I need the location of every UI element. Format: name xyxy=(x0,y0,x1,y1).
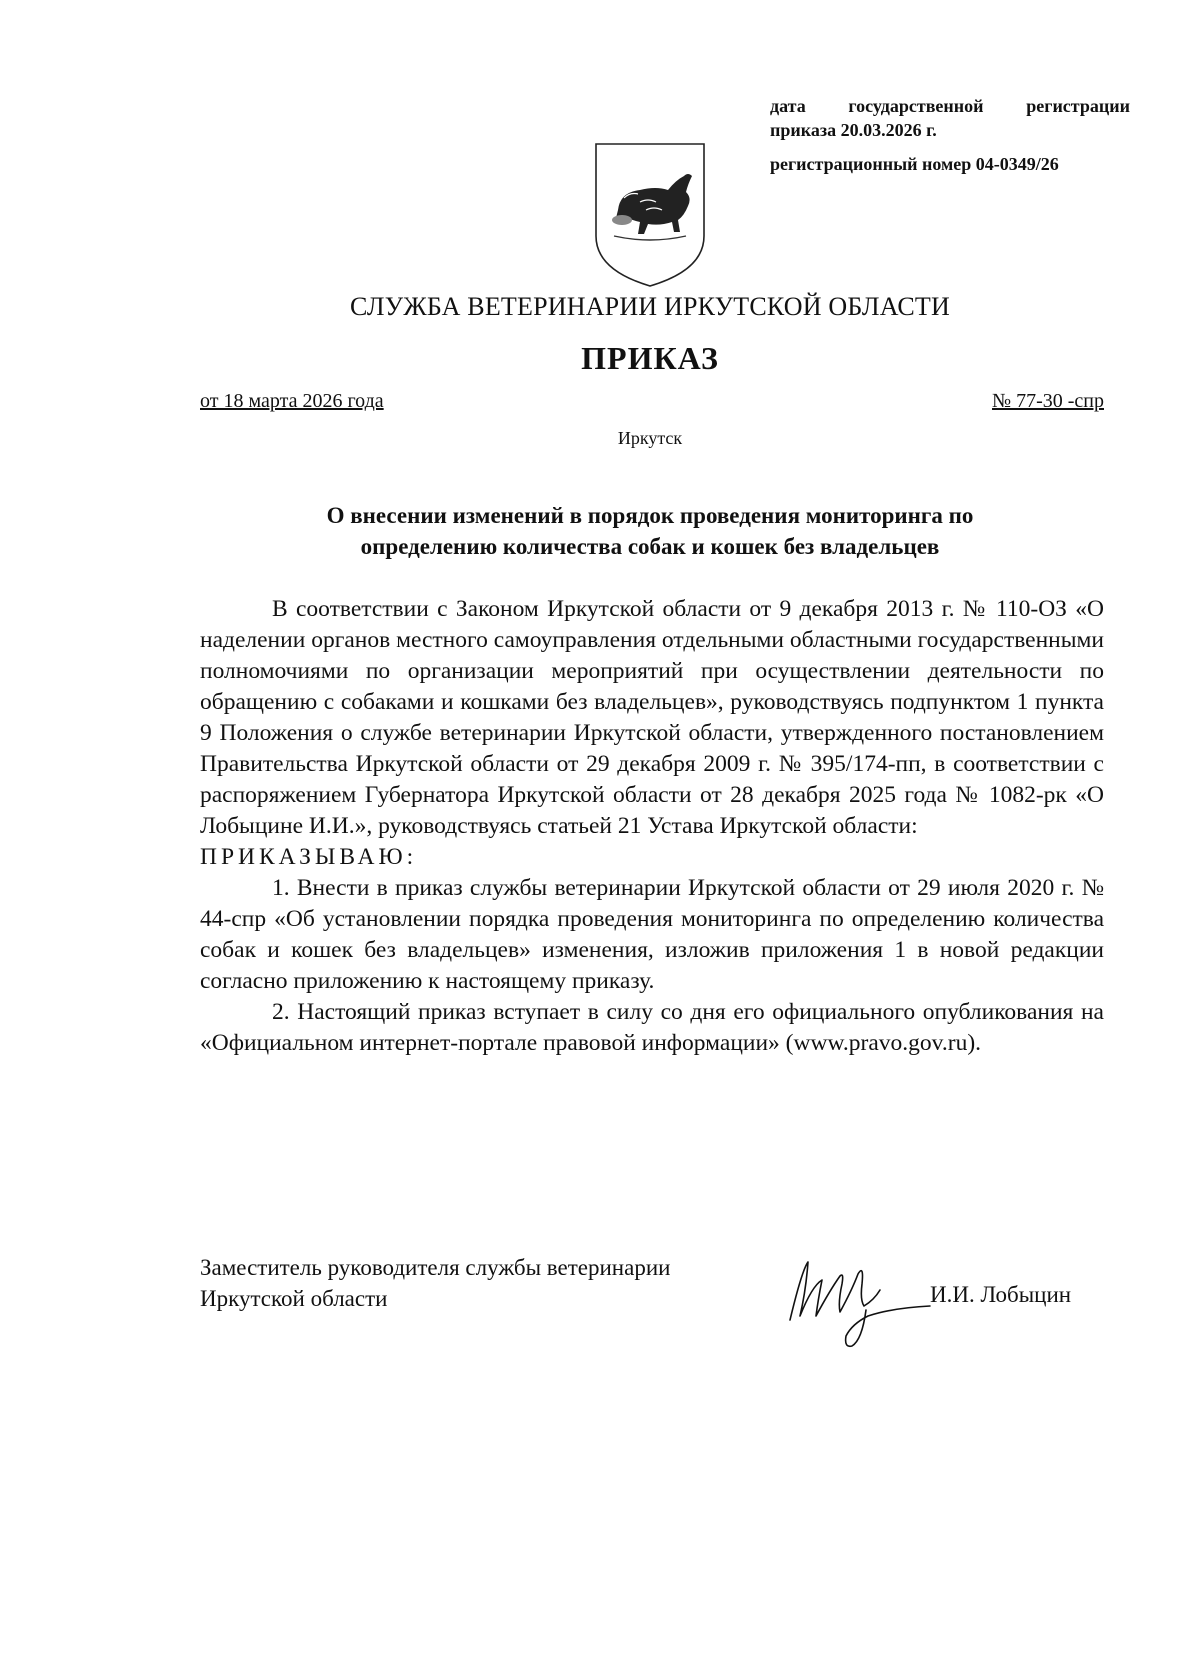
position-line: Заместитель руководителя службы ветеринарии xyxy=(200,1255,671,1280)
preamble-paragraph: В соответствии с Законом Иркутской области от 9 декабря 2013 г. № 110-ОЗ «О наделении органов местного самоуправления отдельными областными государственными полномочиями по организации мероприятий при осуществлении деятельности по обращению с собаками и кошками без владельцев», руководствуясь подпунктом 1 пункта 9 Положения о службе ветеринарии Иркутской области, утвержденного постановлением Правительства Иркутской области от 29 декабря 2009 г. № 395/174-пп, в соответствии с распоряжением Губернатора Иркутской области от 28 декабря 2025 года № 1082-рк «О Лобыцине И.И.», руководствуясь статьей 21 Устава Иркутской области: xyxy=(200,596,1104,839)
heading-line: О внесении изменений в порядок проведения мониторинга по xyxy=(326,503,974,528)
document-date: от 18 марта 2026 года xyxy=(200,390,384,412)
registration-number: регистрационный номер 04-0349/26 xyxy=(770,154,1059,174)
order-item-2: 2. Настоящий приказ вступает в силу со дня его официального опубликования на «Официальном интернет-портале правовой информации» (www.pravo.gov.ru). xyxy=(200,999,1104,1056)
registration-word: дата xyxy=(770,96,806,116)
signatory-name: И.И. Лобыцин xyxy=(930,1282,1072,1307)
registration-word: государственной xyxy=(848,96,984,116)
handwritten-signature-icon xyxy=(782,1250,932,1360)
organization-name: СЛУЖБА ВЕТЕРИНАРИИ ИРКУТСКОЙ ОБЛАСТИ xyxy=(350,292,950,321)
registration-stamp xyxy=(770,94,1130,176)
order-item-1: 1. Внести в приказ службы ветеринарии Иркутской области от 29 июля 2020 г. № 44-спр «Об установлении порядка проведения мониторинга по определению количества собак и кошек без владельцев» изменения, изложив приложения 1 в новой редакции согласно приложению к настоящему приказу. xyxy=(200,875,1104,994)
document-type: ПРИКАЗ xyxy=(581,340,719,376)
document-city: Иркутск xyxy=(617,428,683,448)
document-body xyxy=(200,594,1104,1059)
signatory-position xyxy=(200,1252,670,1314)
order-word: ПРИКАЗЫВАЮ: xyxy=(200,844,418,870)
registration-date: приказа 20.03.2026 г. xyxy=(770,120,937,140)
position-line: Иркутской области xyxy=(200,1286,388,1311)
document-heading xyxy=(200,500,1100,562)
document-number: № 77-30 -спр xyxy=(992,390,1104,412)
heading-line: определению количества собак и кошек без владельцев xyxy=(360,534,940,559)
registration-word: регистрации xyxy=(1026,96,1130,116)
irkutsk-coat-of-arms-icon xyxy=(590,140,710,290)
